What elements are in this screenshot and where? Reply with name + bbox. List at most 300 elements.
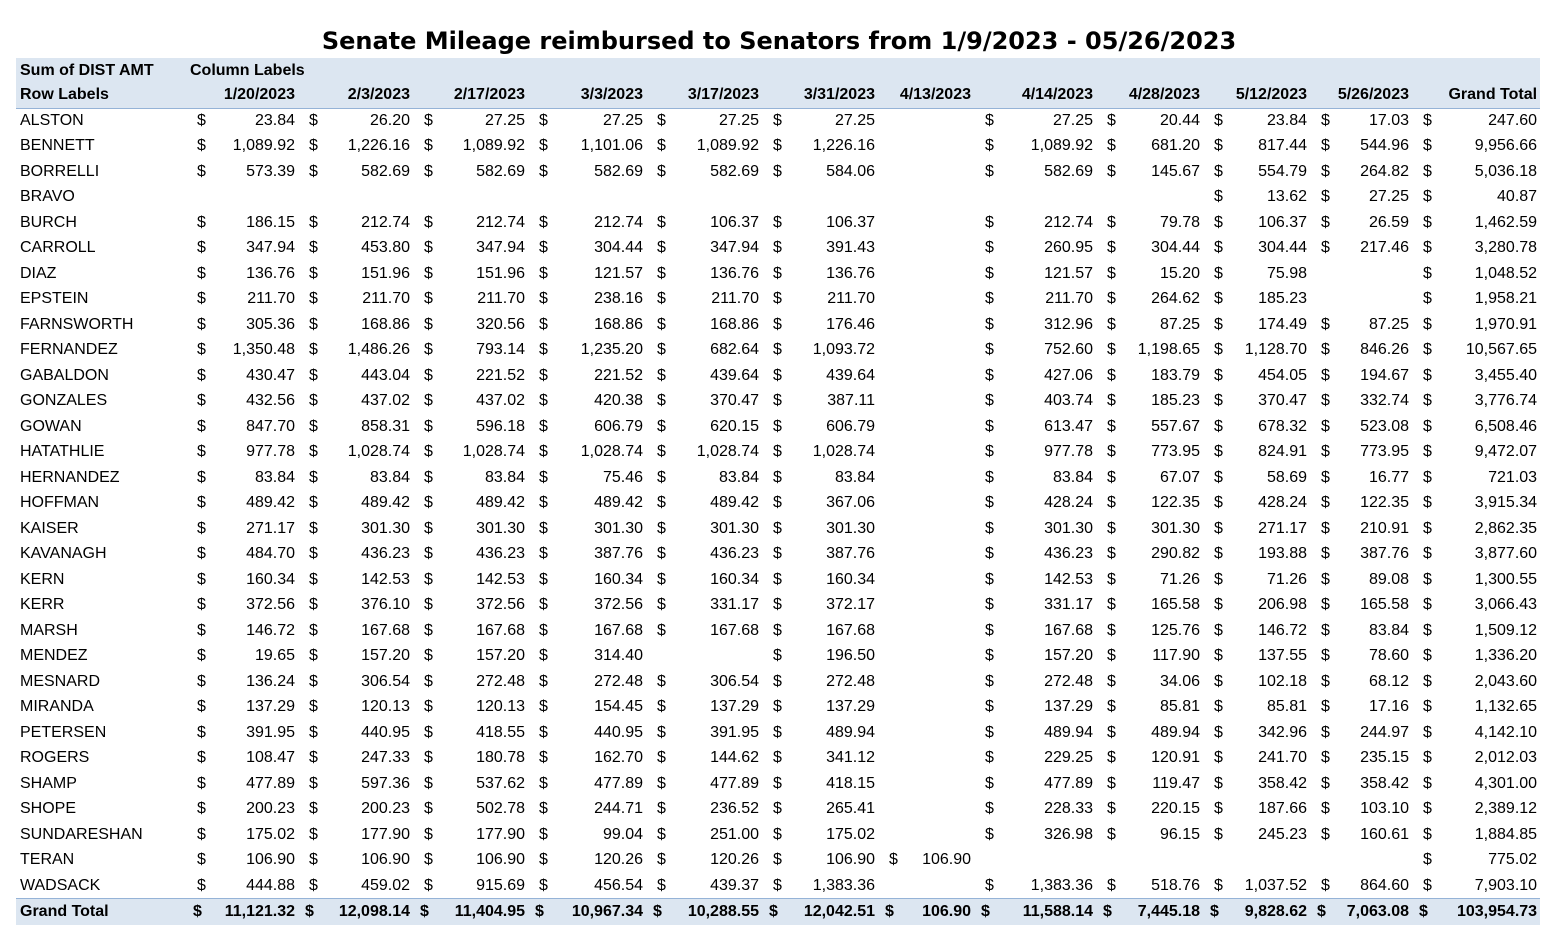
amount: 200.23	[246, 800, 295, 818]
amount: 332.74	[1360, 392, 1409, 410]
amount: 3,877.60	[1474, 545, 1538, 563]
value-cell	[1096, 822, 1203, 848]
value-cell	[1203, 618, 1310, 644]
currency-symbol: $	[1423, 698, 1432, 716]
senator-name: GABALDON	[20, 366, 109, 384]
value-cell	[878, 899, 974, 925]
value-cell	[1310, 261, 1412, 287]
amount: 96.15	[1159, 825, 1200, 843]
currency-symbol: $	[539, 825, 548, 843]
amount: 245.23	[1258, 825, 1307, 843]
currency-symbol: $	[1214, 341, 1223, 359]
amount: 83.84	[1368, 621, 1409, 639]
currency-symbol: $	[539, 468, 548, 486]
currency-symbol: $	[197, 672, 206, 690]
currency-symbol: $	[539, 443, 548, 461]
pivot-table	[16, 58, 1540, 925]
currency-symbol: $	[539, 137, 548, 155]
value-cell	[298, 440, 413, 466]
amount: 137.29	[246, 698, 295, 716]
value-cell	[646, 465, 762, 491]
currency-symbol: $	[1107, 264, 1116, 282]
value-cell	[762, 287, 878, 313]
value-cell	[413, 414, 528, 440]
value-cell	[974, 618, 1096, 644]
table-row	[16, 312, 1540, 338]
value-cell	[1096, 899, 1203, 925]
amount: 387.76	[594, 545, 643, 563]
amount: 326.98	[1044, 825, 1093, 843]
value-cell	[186, 618, 298, 644]
currency-symbol: $	[539, 290, 548, 308]
amount: 1,235.20	[580, 341, 643, 359]
amount: 142.53	[1044, 570, 1093, 588]
value-cell	[186, 261, 298, 287]
currency-symbol: $	[985, 494, 994, 512]
amount: 167.68	[710, 621, 759, 639]
amount: 58.69	[1266, 468, 1307, 486]
value-cell	[298, 771, 413, 797]
value-cell	[186, 542, 298, 568]
value-cell	[974, 108, 1096, 134]
amount: 9,956.66	[1474, 137, 1538, 155]
currency-symbol: $	[197, 315, 206, 333]
table-row	[16, 516, 1540, 542]
table-row	[16, 695, 1540, 721]
currency-symbol: $	[657, 774, 666, 792]
amount: 301.30	[594, 519, 643, 537]
currency-symbol: $	[197, 239, 206, 257]
amount: 175.02	[826, 825, 875, 843]
amount: 847.70	[246, 417, 295, 435]
currency-symbol: $	[309, 494, 318, 512]
amount: 418.55	[476, 723, 525, 741]
amount: 106.90	[361, 851, 410, 869]
value-cell	[1310, 134, 1412, 160]
amount: 83.84	[484, 468, 525, 486]
currency-symbol: $	[309, 647, 318, 665]
value-cell	[1412, 873, 1540, 899]
amount: 174.49	[1258, 315, 1307, 333]
table-row	[16, 338, 1540, 364]
value-cell	[298, 414, 413, 440]
currency-symbol: $	[1214, 112, 1223, 129]
amount: 212.74	[594, 213, 643, 231]
amount: 137.55	[1258, 647, 1307, 665]
value-cell	[1310, 771, 1412, 797]
senator-name: GOWAN	[20, 417, 82, 435]
amount: 210.91	[1360, 519, 1409, 537]
amount: 977.78	[246, 443, 295, 461]
amount: 582.69	[476, 162, 525, 180]
currency-symbol: $	[1214, 698, 1223, 716]
value-cell	[413, 593, 528, 619]
value-cell	[878, 108, 974, 134]
table-row	[16, 210, 1540, 236]
currency-symbol: $	[1423, 494, 1432, 512]
currency-symbol: $	[1214, 188, 1223, 206]
currency-symbol: $	[1423, 596, 1432, 614]
value-cell	[762, 873, 878, 899]
currency-symbol: $	[985, 749, 994, 767]
currency-symbol: $	[1423, 647, 1432, 665]
amount: 489.42	[361, 494, 410, 512]
currency-symbol: $	[424, 315, 433, 333]
currency-symbol: $	[1321, 468, 1330, 486]
currency-symbol: $	[1214, 519, 1223, 537]
value-cell	[298, 108, 413, 134]
currency-symbol: $	[1214, 672, 1223, 690]
currency-symbol: $	[1107, 366, 1116, 384]
value-cell	[974, 491, 1096, 517]
currency-symbol: $	[197, 723, 206, 741]
amount: 167.68	[594, 621, 643, 639]
table-row	[16, 389, 1540, 415]
currency-symbol: $	[1214, 774, 1223, 792]
value-cell	[186, 287, 298, 313]
currency-symbol: $	[535, 902, 544, 920]
amount: 773.95	[1151, 443, 1200, 461]
amount: 151.96	[476, 264, 525, 282]
currency-symbol: $	[539, 264, 548, 282]
currency-symbol: $	[773, 494, 782, 512]
value-cell	[186, 567, 298, 593]
value-cell	[413, 465, 528, 491]
amount: 331.17	[1044, 596, 1093, 614]
amount: 3,455.40	[1474, 366, 1538, 384]
amount: 387.11	[827, 392, 875, 410]
column-header: 2/17/2023	[413, 83, 528, 108]
value-cell	[646, 797, 762, 823]
currency-symbol: $	[1214, 647, 1223, 665]
value-cell	[1203, 720, 1310, 746]
value-cell	[298, 542, 413, 568]
value-cell	[1310, 720, 1412, 746]
amount: 557.67	[1151, 417, 1200, 435]
amount: 83.84	[834, 468, 875, 486]
senator-name: KERR	[20, 596, 65, 614]
amount: 121.57	[594, 264, 643, 282]
value-cell	[762, 134, 878, 160]
value-cell	[974, 695, 1096, 721]
value-cell	[186, 389, 298, 415]
currency-symbol: $	[309, 519, 318, 537]
table-row	[16, 108, 1540, 134]
value-cell	[298, 236, 413, 262]
value-cell	[974, 159, 1096, 185]
currency-symbol: $	[1321, 749, 1330, 767]
currency-symbol: $	[985, 698, 994, 716]
amount: 1,198.65	[1137, 341, 1200, 359]
amount: 146.72	[246, 621, 295, 639]
currency-symbol: $	[1107, 213, 1116, 231]
amount: 17.16	[1368, 698, 1409, 716]
amount: 544.96	[1360, 137, 1409, 155]
currency-symbol: $	[197, 468, 206, 486]
value-cell	[878, 465, 974, 491]
value-cell	[413, 236, 528, 262]
amount: 1,128.70	[1244, 341, 1307, 359]
value-cell	[298, 899, 413, 925]
value-cell	[878, 644, 974, 670]
amount: 6,508.46	[1474, 417, 1538, 435]
currency-symbol: $	[1214, 137, 1223, 155]
currency-symbol: $	[1107, 647, 1116, 665]
amount: 721.03	[1488, 468, 1538, 486]
amount: 5,036.18	[1474, 162, 1538, 180]
amount: 7,063.08	[1346, 902, 1409, 920]
currency-symbol: $	[197, 443, 206, 461]
value-cell	[1096, 159, 1203, 185]
value-cell	[1203, 363, 1310, 389]
amount: 106.37	[826, 213, 875, 231]
value-cell	[646, 516, 762, 542]
amount: 235.15	[1360, 749, 1409, 767]
value-cell	[528, 261, 646, 287]
amount: 271.17	[246, 519, 295, 537]
value-cell	[1310, 338, 1412, 364]
amount: 312.96	[1044, 315, 1093, 333]
value-cell	[878, 414, 974, 440]
currency-symbol: $	[197, 162, 206, 180]
value-cell	[974, 771, 1096, 797]
currency-symbol: $	[1214, 468, 1223, 486]
table-row	[16, 644, 1540, 670]
currency-symbol: $	[657, 112, 666, 129]
amount: 136.76	[826, 264, 875, 282]
value-cell	[186, 440, 298, 466]
value-cell	[528, 312, 646, 338]
amount: 117.90	[1152, 647, 1200, 665]
amount: 1,226.16	[812, 137, 875, 155]
amount: 211.70	[711, 290, 759, 308]
value-cell	[1412, 899, 1540, 925]
value-cell	[646, 822, 762, 848]
value-cell	[528, 134, 646, 160]
amount: 915.69	[476, 876, 525, 894]
amount: 145.67	[1151, 162, 1200, 180]
currency-symbol: $	[539, 315, 548, 333]
amount: 67.07	[1159, 468, 1200, 486]
amount: 523.08	[1360, 417, 1409, 435]
amount: 185.23	[1258, 290, 1307, 308]
amount: 71.26	[1266, 570, 1307, 588]
amount: 3,776.74	[1474, 392, 1538, 410]
currency-symbol: $	[197, 112, 206, 129]
currency-symbol: $	[1321, 162, 1330, 180]
currency-symbol: $	[773, 723, 782, 741]
value-cell	[762, 771, 878, 797]
value-cell	[1412, 134, 1540, 160]
value-cell	[528, 236, 646, 262]
amount: 477.89	[1044, 774, 1093, 792]
table-row	[16, 185, 1540, 211]
amount: 306.54	[710, 672, 759, 690]
currency-symbol: $	[309, 851, 318, 869]
currency-symbol: $	[424, 290, 433, 308]
amount: 620.15	[710, 417, 759, 435]
currency-symbol: $	[1107, 162, 1116, 180]
currency-symbol: $	[1214, 290, 1223, 308]
amount: 582.69	[1044, 162, 1093, 180]
value-cell	[1412, 312, 1540, 338]
senator-name: ALSTON	[20, 112, 84, 129]
currency-symbol: $	[197, 876, 206, 894]
amount: 391.43	[826, 239, 875, 257]
amount: 1,037.52	[1244, 876, 1307, 894]
value-cell	[298, 210, 413, 236]
value-cell	[413, 720, 528, 746]
currency-symbol: $	[1321, 647, 1330, 665]
value-cell	[1412, 797, 1540, 823]
currency-symbol: $	[657, 264, 666, 282]
amount: 430.47	[246, 366, 295, 384]
amount: 160.34	[594, 570, 643, 588]
currency-symbol: $	[424, 213, 433, 231]
currency-symbol: $	[1103, 902, 1112, 920]
amount: 418.15	[826, 774, 875, 792]
currency-symbol: $	[1423, 392, 1432, 410]
value-cell	[1096, 108, 1203, 134]
currency-symbol: $	[657, 341, 666, 359]
value-cell	[298, 822, 413, 848]
currency-symbol: $	[1107, 494, 1116, 512]
value-cell	[1203, 771, 1310, 797]
currency-symbol: $	[424, 723, 433, 741]
currency-symbol: $	[1214, 749, 1223, 767]
table-row	[16, 134, 1540, 160]
value-cell	[878, 287, 974, 313]
amount: 2,012.03	[1474, 749, 1538, 767]
currency-symbol: $	[197, 698, 206, 716]
value-cell	[1096, 644, 1203, 670]
currency-symbol: $	[1321, 621, 1330, 639]
value-cell	[762, 108, 878, 134]
amount: 106.90	[246, 851, 295, 869]
value-cell	[878, 720, 974, 746]
amount: 7,903.10	[1474, 876, 1538, 894]
value-cell	[1203, 491, 1310, 517]
report-title: Senate Mileage reimbursed to Senators from 1/9/2023 - 05/26/2023	[321, 27, 1237, 55]
column-labels-caption: Column Labels	[186, 58, 413, 83]
value-cell	[1203, 185, 1310, 211]
senator-name: BENNETT	[20, 137, 95, 155]
senator-name: GONZALES	[20, 392, 108, 410]
amount: 1,093.72	[812, 341, 875, 359]
value-cell	[1203, 542, 1310, 568]
senator-name: KERN	[20, 570, 65, 588]
value-cell	[646, 363, 762, 389]
amount: 358.42	[1360, 774, 1409, 792]
value-cell	[1096, 720, 1203, 746]
amount: 1,028.74	[347, 443, 410, 461]
currency-symbol: $	[985, 672, 994, 690]
value-cell	[298, 363, 413, 389]
amount: 372.56	[594, 596, 643, 614]
amount: 244.97	[1360, 723, 1409, 741]
table-row	[16, 287, 1540, 313]
currency-symbol: $	[424, 800, 433, 818]
currency-symbol: $	[1423, 825, 1432, 843]
value-cell	[1096, 797, 1203, 823]
value-cell	[1412, 644, 1540, 670]
currency-symbol: $	[657, 315, 666, 333]
amount: 12,098.14	[338, 902, 410, 920]
senator-name: KAVANAGH	[20, 545, 107, 563]
currency-symbol: $	[773, 213, 782, 231]
value-cell	[1310, 465, 1412, 491]
currency-symbol: $	[657, 545, 666, 563]
currency-symbol: $	[309, 723, 318, 741]
value-cell	[186, 465, 298, 491]
amount: 167.68	[476, 621, 525, 639]
amount: 193.88	[1258, 545, 1307, 563]
amount: 167.68	[1044, 621, 1093, 639]
value-cell	[1310, 108, 1412, 134]
currency-symbol: $	[773, 137, 782, 155]
currency-symbol: $	[539, 647, 548, 665]
amount: 83.84	[369, 468, 410, 486]
value-cell	[298, 185, 413, 211]
currency-symbol: $	[424, 774, 433, 792]
amount: 1,970.91	[1474, 315, 1538, 333]
value-cell	[1412, 287, 1540, 313]
value-cell	[528, 159, 646, 185]
value-cell	[1310, 746, 1412, 772]
value-cell	[1203, 210, 1310, 236]
amount: 1,958.21	[1474, 290, 1538, 308]
value-cell	[1203, 261, 1310, 287]
currency-symbol: $	[1423, 545, 1432, 563]
amount: 678.32	[1258, 417, 1307, 435]
amount: 167.68	[361, 621, 410, 639]
amount: 211.70	[1045, 290, 1093, 308]
senator-name: BORRELLI	[20, 162, 100, 180]
value-cell	[186, 236, 298, 262]
amount: 106.90	[826, 851, 875, 869]
value-cell	[528, 771, 646, 797]
currency-symbol: $	[657, 392, 666, 410]
value-cell	[1096, 669, 1203, 695]
value-cell	[1310, 567, 1412, 593]
amount: 1,028.74	[812, 443, 875, 461]
currency-symbol: $	[1214, 213, 1223, 231]
value-cell	[878, 873, 974, 899]
value-cell	[878, 440, 974, 466]
currency-symbol: $	[1107, 341, 1116, 359]
value-cell	[762, 644, 878, 670]
amount: 682.64	[710, 341, 759, 359]
value-cell	[298, 516, 413, 542]
amount: 228.33	[1044, 800, 1093, 818]
currency-symbol: $	[1423, 621, 1432, 639]
value-cell	[1310, 185, 1412, 211]
value-cell	[974, 542, 1096, 568]
currency-symbol: $	[985, 876, 994, 894]
table-row	[16, 746, 1540, 772]
amount: 27.25	[834, 112, 875, 129]
value-cell	[1412, 746, 1540, 772]
value-cell	[1310, 516, 1412, 542]
value-cell	[413, 159, 528, 185]
value-cell	[1096, 567, 1203, 593]
currency-symbol: $	[773, 851, 782, 869]
value-cell	[1096, 491, 1203, 517]
value-cell	[646, 695, 762, 721]
table-row	[16, 669, 1540, 695]
currency-symbol: $	[1321, 876, 1330, 894]
value-cell	[646, 210, 762, 236]
